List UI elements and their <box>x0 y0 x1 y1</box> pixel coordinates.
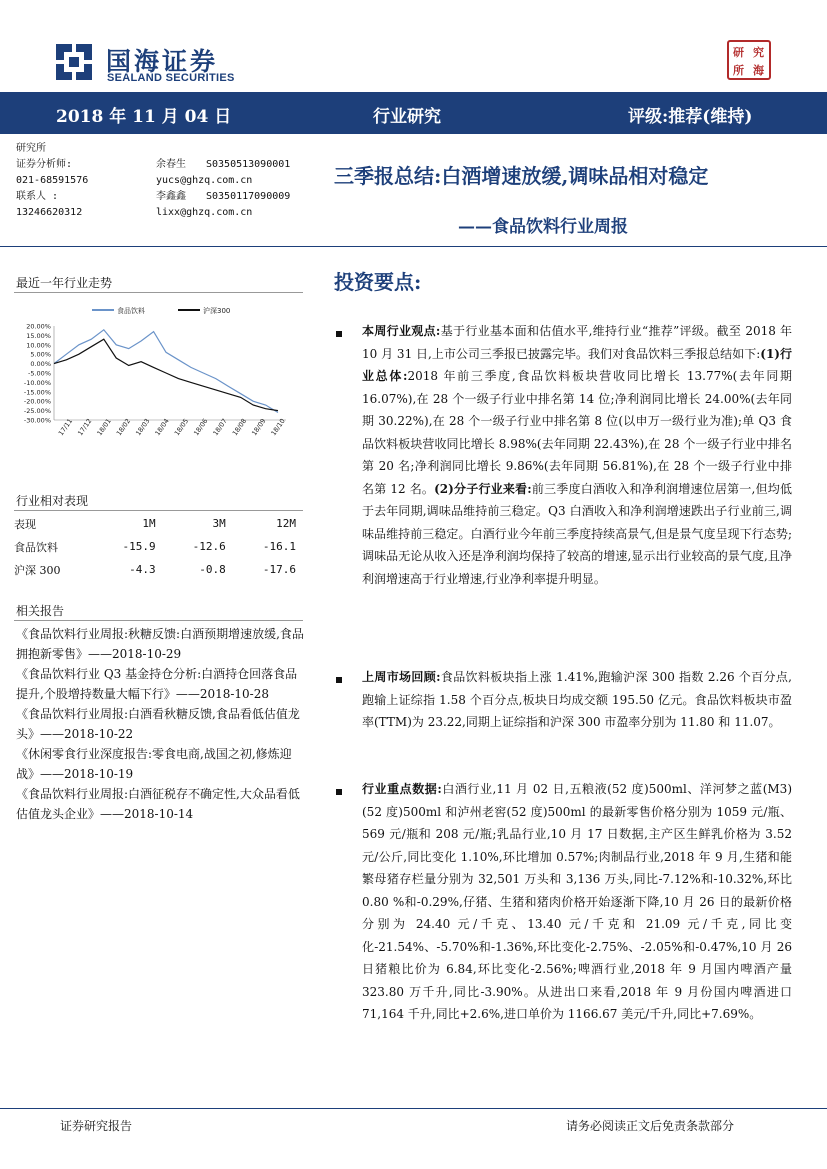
table-cell: 沪深 300 <box>14 563 61 577</box>
table-header: 表现 <box>14 517 36 531</box>
logo-en: SEALAND SECURITIES <box>107 72 235 84</box>
paragraph-industry-view <box>362 320 792 590</box>
section-divider <box>14 620 303 621</box>
bullet-icon <box>336 789 342 795</box>
analyst1-name: 余春生 <box>156 159 186 170</box>
para-bold: (1)行业总体: <box>362 346 792 383</box>
y-tick-label: 10.00% <box>26 341 51 350</box>
legend-label: 沪深300 <box>203 307 231 315</box>
header-divider <box>0 246 827 247</box>
table-header: 1M <box>142 517 156 530</box>
key-points-heading: 投资要点: <box>334 270 422 294</box>
y-tick-label: -30.00% <box>23 416 51 425</box>
report-date: 2018 年 11 月 04 日 <box>56 107 232 127</box>
series-line <box>54 339 278 410</box>
table-cell: -15.9 <box>122 540 156 553</box>
logo-cn: 国海证券 <box>106 47 219 76</box>
header-bar <box>0 92 827 134</box>
analyst2-role: 联系人 : <box>16 191 59 202</box>
analyst1-role: 证券分析师: <box>16 159 73 170</box>
x-tick-label: 18/04 <box>153 417 171 438</box>
x-tick-label: 17/11 <box>56 417 75 438</box>
table-row <box>14 558 304 581</box>
y-tick-label: -25.00% <box>23 407 51 416</box>
trend-chart <box>14 298 304 448</box>
para-text: 食品饮料板块指上涨 1.41%,跑输沪深 300 指数 2.26 个百分点,跑输上证综指 1.58 个百分点,板块日均成交额 195.50 亿元。食品饮料板块市盈率(TTM)为 23.22,同期上证综指和沪深 300 市盈率分别为 11.80 和 11.07。 <box>362 670 792 729</box>
para-lead: 本周行业观点: <box>362 324 441 338</box>
footer-right: 请务必阅读正文后免责条款部分 <box>566 1119 735 1133</box>
bullet-icon <box>336 331 342 337</box>
research-seal <box>727 40 771 80</box>
table-cell: -17.6 <box>262 563 296 576</box>
report-subtitle: ——食品饮料行业周报 <box>458 217 628 237</box>
para-text: 白酒行业,11 月 02 日,五粮液(52 度)500ml、洋河梦之蓝(M3)(52 度)500ml 和泸州老窖(52 度)500ml 的最新零售价格分别为 1059 元/瓶、569 元/瓶和 208 元/瓶;乳品行业,10 月 17 日数据,主产区生鲜乳价格为 3.52 元/公斤,同比变化 1.10%,环比增加 0.57%;肉制品行业,2018 年 9 月,生猪和能繁母猪存栏量分别为 32,501 万头和 3,136 万头,同比-7.12%和-10.32%,环比 0.80 %和-0.29%,仔猪、生猪和猪肉价格开始逐渐下降,10 月 26 日的最新价格分别为 24.40 元/千克、13.40 元/千克和 21.09 元/千克,同比变化-21.54%、-5.70%和-1.36%,环比变化-2.75%、-2.05%和-0.47%,10 月 26 日猪粮比价为 6.84,环比变化-2.56%;啤酒行业,2018 年 9 月国内啤酒产量 323.80 万千升,同比-3.90%。从进出口来看,2018 年 9 月份国内啤酒进口 71,164 千升,同比+2.6%,进口单价为 1166.67 美元/千升,同比+7.69%。 <box>362 782 792 1021</box>
para-lead: 行业重点数据: <box>362 782 442 796</box>
analyst1-phone: 021-68591576 <box>16 175 89 186</box>
list-item[interactable]: 《食品饮料行业周报:白酒看秋糖反馈,食品看低估值龙头》——2018-10-22 <box>16 707 300 741</box>
trend-section-title: 最近一年行业走势 <box>16 276 113 290</box>
para-lead: 上周市场回顾: <box>362 670 441 684</box>
x-tick-label: 18/03 <box>134 417 152 438</box>
footer-divider <box>0 1108 827 1109</box>
x-tick-label: 18/05 <box>172 417 191 438</box>
x-tick-label: 18/08 <box>230 417 249 438</box>
analyst2-email[interactable]: lixx@ghzq.com.cn <box>156 207 253 218</box>
list-item[interactable]: 《食品饮料行业 Q3 基金持仓分析:白酒持仓回落食品提升,个股增持数量大幅下行》——2018-10-28 <box>16 667 298 701</box>
analyst1-email[interactable]: yucs@ghzq.com.cn <box>156 175 253 186</box>
x-tick-label: 17/12 <box>76 417 94 438</box>
x-tick-label: 18/02 <box>114 417 133 438</box>
company-logo <box>52 40 392 90</box>
perf-table <box>14 512 304 581</box>
y-tick-label: -10.00% <box>23 378 51 387</box>
report-title: 三季报总结:白酒增速放缓,调味品相对稳定 <box>334 164 709 188</box>
table-header-row <box>14 512 304 535</box>
para-text: 前三季度白酒收入和净利润增速位居第一,但均低于去年同期,调味品维持前三稳定。Q3 白酒收入和净利润增速跌出子行业前三,调味品维持前三稳定。白酒行业今年前三季度持续高景气,但是景气度呈现下行态势;调味品无论从收入还是净利润均保持了较高的增速,显示出行业较高的景气度,且净利润增速高于行业增速,行业净利率提升明显。 <box>362 481 792 586</box>
section-divider <box>14 510 303 511</box>
related-reports <box>16 624 306 824</box>
analyst1-license: S0350513090001 <box>206 159 291 170</box>
table-cell: 食品饮料 <box>14 540 58 554</box>
table-row <box>14 535 304 558</box>
x-tick-label: 18/09 <box>250 417 268 438</box>
para-bold: (2)分子行业来看: <box>434 481 532 496</box>
seal-char: 研 <box>733 46 744 59</box>
reports-section-title: 相关报告 <box>16 604 65 618</box>
report-type: 行业研究 <box>373 107 441 127</box>
perf-section-title: 行业相对表现 <box>16 494 89 508</box>
seal-char: 究 <box>753 46 764 59</box>
list-item[interactable]: 《食品饮料行业周报:白酒征税存不确定性,大众品看低估值龙头企业》——2018-10-14 <box>16 787 300 821</box>
table-cell: -12.6 <box>192 540 226 553</box>
para-text: 基于行业基本面和估值水平,维持行业“推荐”评级。截至 2018 年 10 月 31 日,上市公司三季报已披露完毕。我们对食品饮料三季报总结如下: <box>362 324 792 361</box>
bullet-icon <box>336 677 342 683</box>
report-rating: 评级:推荐(维持) <box>628 107 753 127</box>
x-tick-label: 18/01 <box>95 417 113 438</box>
para-text: 2018 年前三季度,食品饮料板块营收同比增长 13.77%(去年同期 16.07%),在 28 个一级子行业中排名第 14 位;净利润同比增长 24.00%(去年同期 30.22%),在 28 个一级子行业中排名第 8 位(以申万一级行业为准);单 Q3 食品饮料板块营收同比增长 8.98%(去年同期 22.43%),在 28 个一级子行业中排名第 20 名;净利润同比增长 9.86%(去年同期 56.81%),在 28 个一级子行业中排名第 12 名。 <box>362 369 792 496</box>
seal-char: 所 <box>733 64 744 77</box>
y-tick-label: -20.00% <box>23 397 51 406</box>
x-tick-label: 18/10 <box>269 417 287 438</box>
seal-char: 海 <box>753 64 764 77</box>
x-tick-label: 18/07 <box>211 417 229 438</box>
logo-mark-icon <box>52 40 96 84</box>
y-tick-label: 15.00% <box>26 331 51 340</box>
y-tick-label: 0.00% <box>30 360 51 369</box>
table-cell: -0.8 <box>199 563 226 576</box>
y-tick-label: -5.00% <box>28 369 51 378</box>
y-tick-label: -15.00% <box>23 388 51 397</box>
analyst2-phone: 13246620312 <box>16 207 83 218</box>
dept-label: 研究所 <box>16 143 46 154</box>
paragraph-key-data <box>362 778 792 1026</box>
list-item[interactable]: 《食品饮料行业周报:秋糖反馈:白酒预期增速放缓,食品拥抱新零售》——2018-10-29 <box>16 627 304 661</box>
section-divider <box>14 292 303 293</box>
x-tick-label: 18/06 <box>192 417 210 438</box>
analyst2-name: 李鑫鑫 <box>156 191 186 202</box>
table-header: 3M <box>212 517 226 530</box>
footer-left: 证券研究报告 <box>60 1119 133 1133</box>
paragraph-market-review <box>362 666 792 734</box>
y-tick-label: 20.00% <box>26 322 51 331</box>
list-item[interactable]: 《休闲零食行业深度报告:零食电商,战国之初,修炼迎战》——2018-10-19 <box>16 747 292 781</box>
analyst2-license: S0350117090009 <box>206 191 291 202</box>
table-cell: -4.3 <box>129 563 156 576</box>
table-header: 12M <box>276 517 296 530</box>
y-tick-label: 5.00% <box>30 350 51 359</box>
legend-label: 食品饮料 <box>117 307 145 315</box>
table-cell: -16.1 <box>262 540 296 553</box>
